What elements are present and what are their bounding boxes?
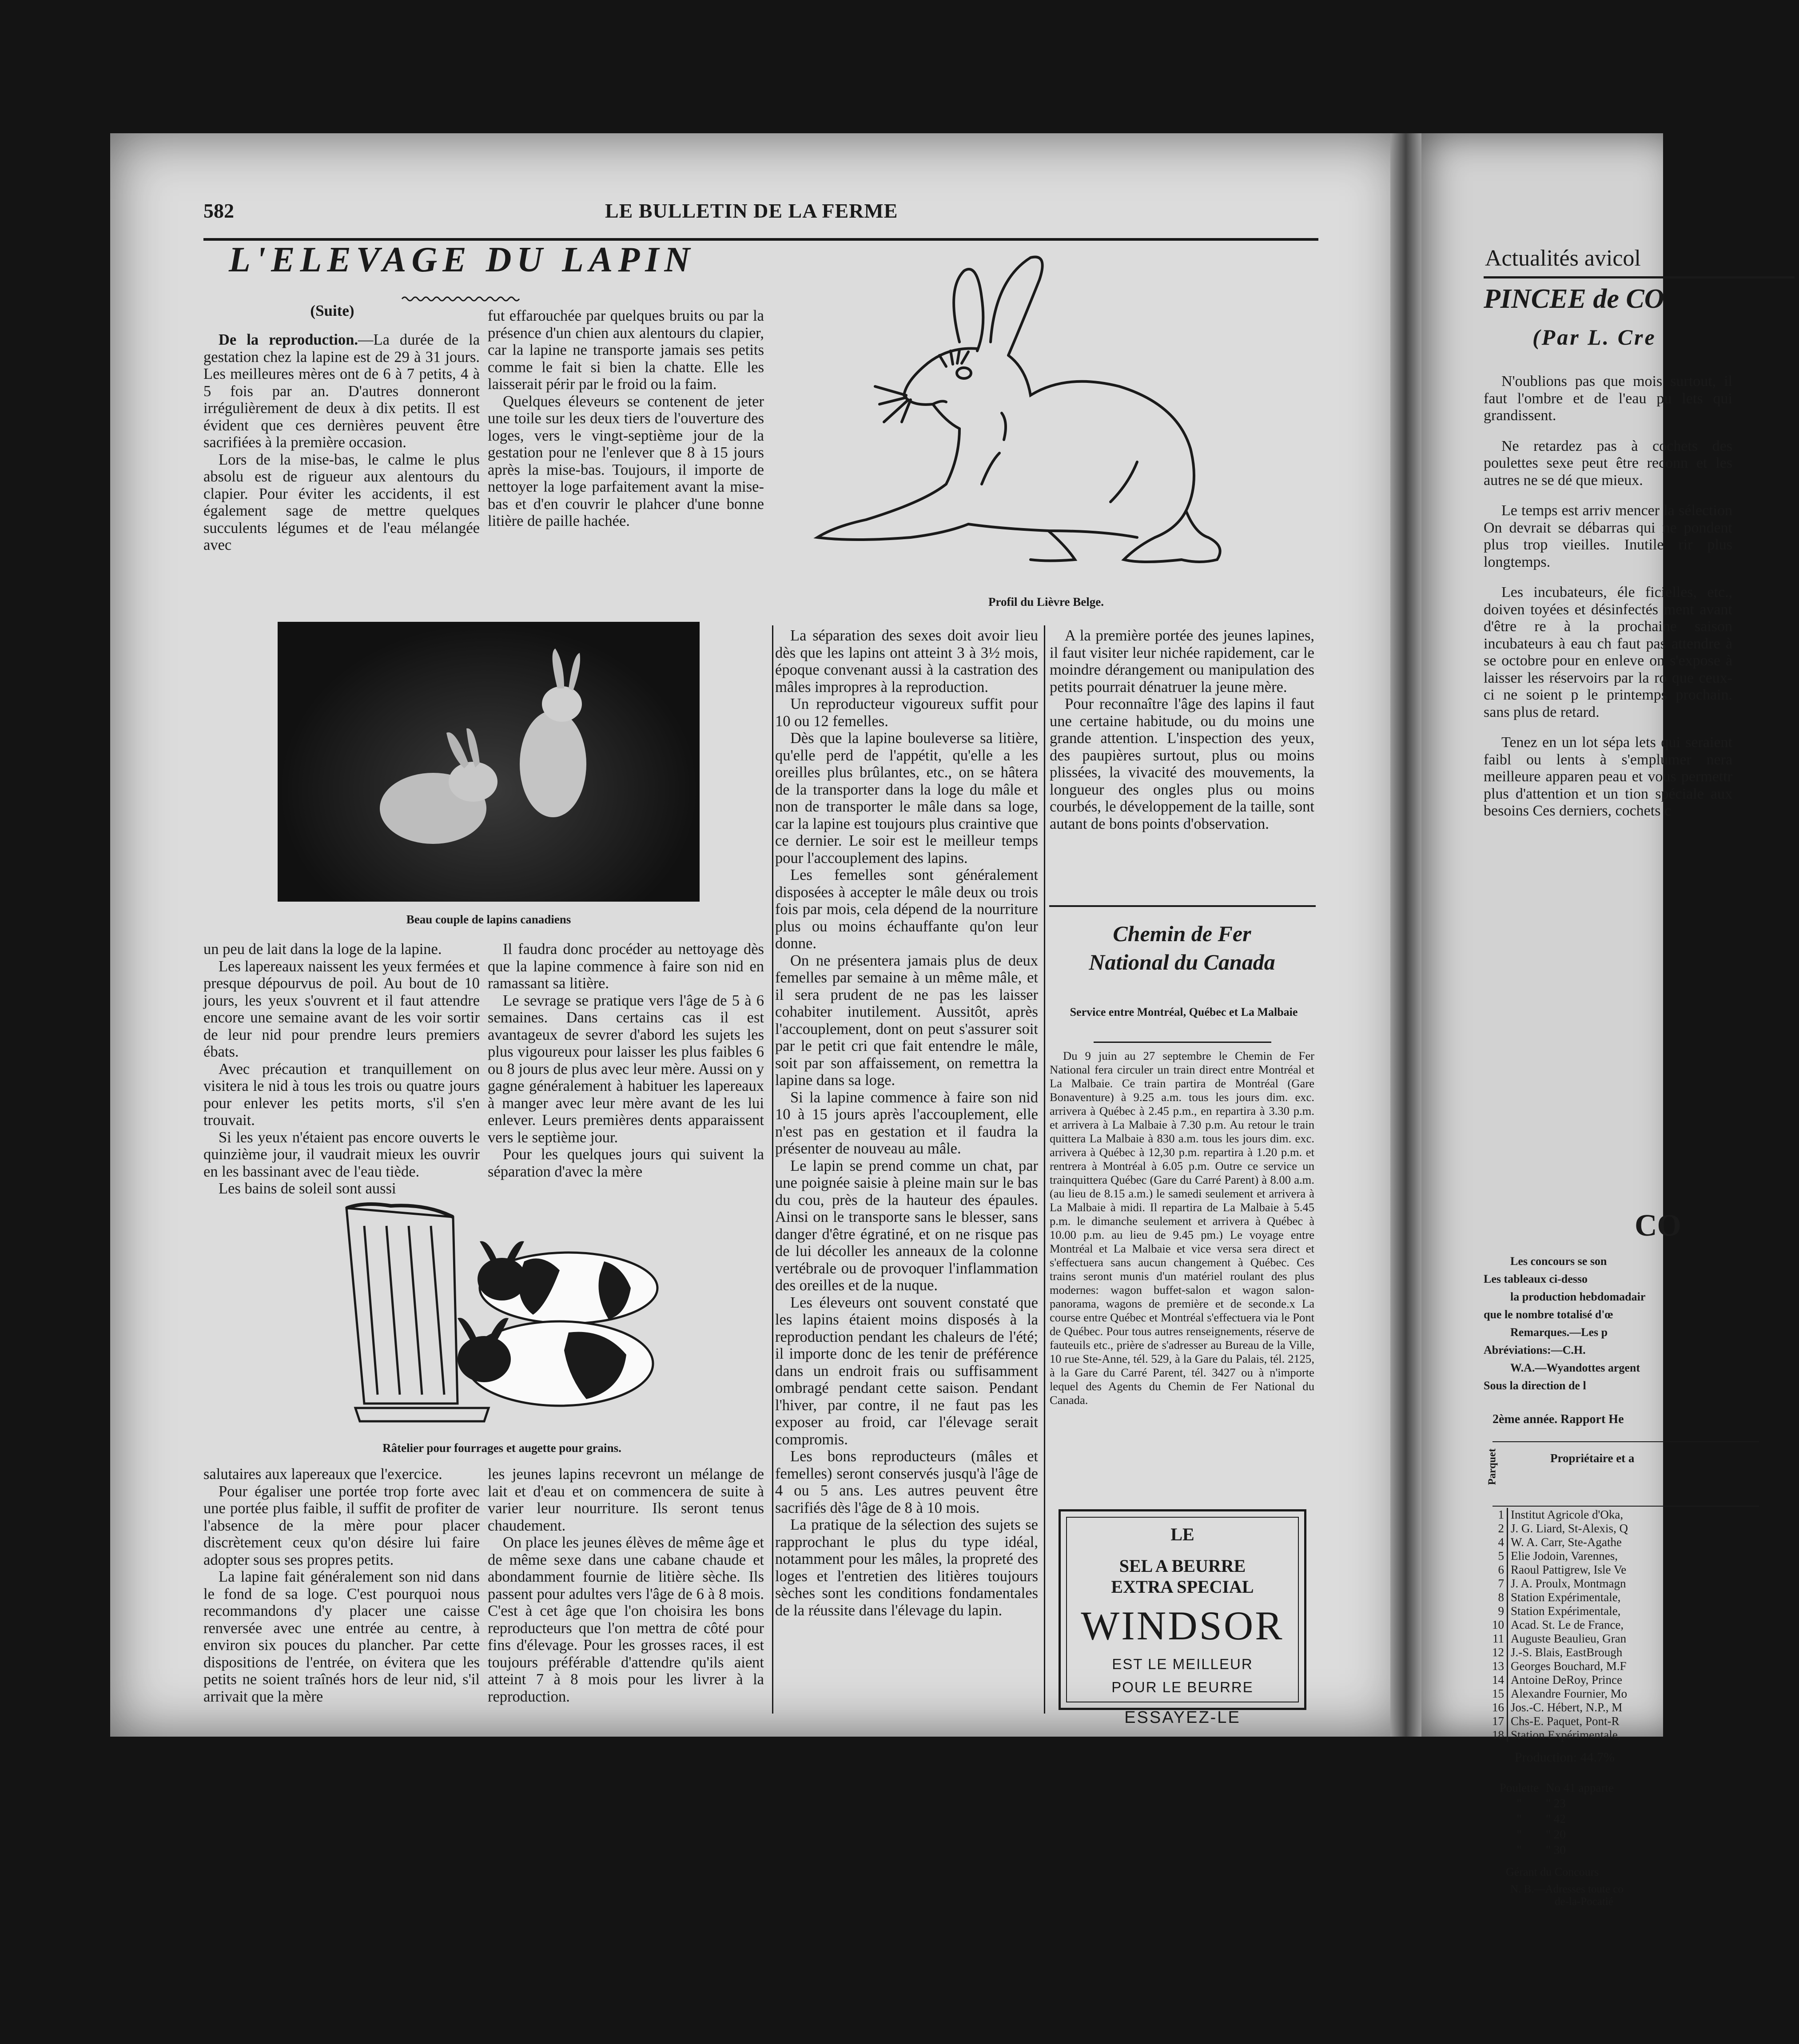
railway-ad-title [1050, 919, 1314, 976]
railway-ad-body: Du 9 juin au 27 septembre le Chemin de Fer National fera circuler un train direct entre Montréal et La Malbaie. Ce train partira de Montréal (Gare Bonaventure) à 9.25 a.m. tous les jours dim. exc. arrivera à Québec à 2.45 p.m., en repartira à 3.30 p.m. et arrivera à La Malbaie à 7.30 p.m. Au retour le train quittera La Malbaie à 830 a.m. tous les jours dim. exc. arrivera à Québec à 12,30 p.m. repartira à 1.20 p.m. et rentrera à Montréal à 6.05 p.m. Outre ce service un trainquittera Québec (Gare du Carré Parent) à 8.00 a.m. (au lieu de 8.15 a.m.) le samedi seulement et arrivera à La Malbaie à midi. Il repartira de La Malbaie à 5.45 p.m. le dimanche seulement et arrivera à Québec à 10.00 p.m. au lieu de 9.45 pm.) Le voyage entre Montréal et La Malbaie et vice versa sera direct et s'effectuera sans aucun changement à Québec. Ces trains seront munis d'un matériel roulant des plus modernes: wagon buffet-salon et wagon salon-panorama, wagons de première et de seconde.x La course entre Québec et Montréal s'effectuera via le Pont de Québec. Pour tous autres renseignements, réserve de fauteuils etc., prière de s'adresser au Bureau de la Ville, 10 rue Ste-Anne, tél. 529, à la Gare du Palais, tél. 2125, à la Gare du Carré Parent, tél. 3427 ou à n'importe lequel des Agents du Chemin de Fer National du Canada. [1050, 1049, 1314, 1407]
paragraph-text: Pour reconnaître l'âge des lapins il faut une certaine habitude, ou du moins une grande attention. L'inspection des yeux, des paupières surtout, plus ou moins plissées, la vivacité des mouvements, la longueur des ongles plus ou moins courbés, le développement de la taille, sont autant de bons points d'observation. [1050, 696, 1314, 832]
table-cell-pen: 11 [1493, 1632, 1504, 1645]
paragraph-text: Si les yeux n'étaient pas encore ouverts le quinzième jour, il vaudrait mieux les ouvrir en les bassinant avec de l'eau tiède. [203, 1129, 480, 1180]
table-cell-owner: Elie Jodoin, Varennes, [1508, 1549, 1631, 1563]
poulette-row [1493, 1842, 1652, 1858]
column-1-top [203, 331, 480, 554]
windsor-ad-line4: EST LE MEILLEUR [1112, 1656, 1253, 1672]
paragraph-text: La lapine fait généralement son nid dans le fond de sa loge. C'est pourquoi nous recommandons d'y placer une caisse renversée avec une entrée au centre, à environ six pouces du plancher. Par cette dispositions de l'entrée, on évitera que les petits ne soient traînés hors de leur nid, s'il arrivait que la mère [203, 1568, 480, 1705]
railway-ad-rule [1094, 1042, 1271, 1043]
table-row [1484, 1687, 1631, 1701]
poulette-cell: " [1516, 1828, 1522, 1841]
table-row [1484, 1563, 1631, 1577]
paragraph [203, 1466, 480, 1483]
paragraph-text: La pratique de la sélection des sujets se rapprochant le plus du type idéal, notamment pour les mâles, la propreté des loges et l'entretien des litières toujours sèches sont les conditions fondamentales de la réussite dans l'élevage du lapin. [775, 1516, 1038, 1619]
paragraph [775, 1157, 1038, 1294]
poulette-row [1493, 1796, 1652, 1811]
right-page-title: PINCEE de CO [1484, 284, 1664, 314]
table-cell-owner: J.-S. Blais, EastBrough [1508, 1646, 1631, 1659]
paragraph [203, 1061, 480, 1129]
contest-line: la production hebdomadair [1510, 1290, 1646, 1303]
table-cell-pen: 18 [1492, 1728, 1504, 1742]
table-cell-pen: 7 [1498, 1577, 1504, 1590]
contest-line: Abréviations:—C.H. [1484, 1344, 1586, 1356]
table-cell-owner: Jos.-C. Hébert, N.P., M [1508, 1701, 1631, 1714]
table-cell-pen: 16 [1492, 1701, 1504, 1714]
paragraph-text: Si la lapine commence à faire son nid 10 à 15 jours après l'accouplement, elle n'est pas en gestation et il faudra la présenter de nouveau au mâle. [775, 1089, 1038, 1157]
paragraph-text: Il faudra donc procéder au nettoyage dès que la lapine commence à faire son nid en ramassant sa litière. [488, 941, 764, 992]
column-4 [1050, 627, 1314, 832]
right-page-paragraph: Les incubateurs, éle ficielles, etc., doiven toyées et désinfectés ment avant d'être re à la prochaine saison incubateurs à eau ch faut pas attendre à se octobre pour en enleve on s'expose à laisser les réservoirs par la ro que ceux-ci ne soient p le printemps prochain. sans plus de retard. [1484, 584, 1732, 720]
paragraph-text: Pour les quelques jours qui suivent la séparation d'avec la mère [488, 1146, 764, 1180]
nb-line-2: de-la-Pocatié [1555, 1896, 1613, 1908]
right-page-header-rule [1484, 276, 1795, 278]
page-number: 582 [203, 199, 234, 222]
contest-line: Sous la direction de l [1484, 1379, 1586, 1392]
windsor-ad-line3: EXTRA SPECIAL [1111, 1577, 1254, 1597]
table-cell-pen: 17 [1492, 1714, 1504, 1728]
paragraph [775, 867, 1038, 952]
table-cell-owner: J. A. Proulx, Montmagn [1508, 1577, 1631, 1591]
poulette-cell: " 20 [1546, 1828, 1566, 1841]
paragraph-text: A la première portée des jeunes lapines, il faut visiter leur nichée rapidement, car le moindre dérangement ou manipulation des petits pourrait dénatruer la jeune mère. [1050, 627, 1314, 696]
table-row [1484, 1632, 1631, 1646]
table-row [1484, 1673, 1631, 1687]
table-cell-pen: 4 [1498, 1535, 1504, 1549]
contest-year-line: 2ème année. Rapport He [1493, 1412, 1624, 1426]
paragraph [775, 627, 1038, 696]
paragraph [488, 992, 764, 1146]
column-divider-1 [772, 625, 773, 1714]
paragraph-text: Le lapin se prend comme un chat, par une poignée saisie à pleine main sur le bas du cou, près de la hauteur des épaules. Ainsi on le transporte sans le blesser, sans danger d'être égratiné, et on ne risque pas de lui décoller les anneaux de la colonne vertébrale ou de provoquer l'inflammation des oreilles et de la nuque. [775, 1157, 1038, 1294]
table-header-pen: Parquet [1486, 1448, 1498, 1485]
column-2-bottom [488, 1466, 764, 1705]
table-header-owner: Propriétaire et a [1550, 1451, 1635, 1465]
table-row [1484, 1604, 1631, 1618]
table-row [1484, 1549, 1631, 1563]
paragraph [488, 393, 764, 530]
column-3 [775, 627, 1038, 1619]
table-cell-owner: Station Expérimentale, [1508, 1728, 1631, 1742]
railway-ad-title-line2: National du Canada [1089, 950, 1275, 974]
paragraph [203, 451, 480, 554]
paragraph-text: Quelques éleveurs se contenent de jeter une toile sur les deux tiers de l'ouverture des loges, vers le vingt-septième jour de la gestation pour ne l'enlever que 8 à 15 jours après la mise-bas. Toujours, il importe de nettoyer la loge parfaitement avant la mise-bas et d'en couvrir le plahcer d'une bonne litière de paille hachée. [488, 393, 764, 529]
table-header-rule [1493, 1506, 1759, 1507]
paragraph [775, 1448, 1038, 1516]
paragraph [488, 1146, 764, 1180]
table-row [1484, 1728, 1631, 1742]
publication-name: LE BULLETIN DE LA FERME [605, 199, 898, 222]
table-cell-owner: Station Expérimentale, [1508, 1604, 1631, 1618]
contest-line: Remarques.—Les p [1510, 1326, 1608, 1339]
table-cell-owner: J. G. Liard, St-Alexis, Q [1508, 1522, 1631, 1535]
table-cell-pen: 12 [1492, 1646, 1504, 1659]
table-row [1484, 1646, 1631, 1659]
paragraph [203, 1568, 480, 1705]
paragraph [203, 958, 480, 1061]
windsor-ad-line2: SEL A BEURRE [1119, 1556, 1246, 1576]
table-cell-owner: Station Expérimentale, [1508, 1591, 1631, 1604]
column-2-middle [488, 941, 764, 1180]
belgian-hare-illustration [800, 253, 1279, 595]
paragraph [203, 1483, 480, 1569]
right-page-paragraph: Le temps est arriv mencer la sélection On devrait se débarras qui ne pondent plus trop vieilles. Inutile rir plus longtemps. [1484, 502, 1732, 570]
paragraph-text: fut effarouchée par quelques bruits ou par la présence d'un chien aux alentours du clapier, car la lapine ne transporte jamais ses petits comme le fait si bien la chatte. Elle les laisserait périr par le froid ou la faim. [488, 307, 764, 393]
table-cell-owner: Alexandre Fournier, Mo [1508, 1687, 1631, 1701]
contest-intro [1484, 1253, 1795, 1395]
paragraph [203, 941, 480, 958]
poulette-cell: No 41 apparte [1546, 1781, 1614, 1794]
poulette-row [1493, 1827, 1652, 1842]
windsor-ad-brand: WINDSOR [1081, 1603, 1284, 1648]
poulette-row [1493, 1780, 1652, 1796]
hare-caption: Profil du Lièvre Belge. [988, 595, 1104, 608]
contest-line: W.A.—Wyandottes argent [1510, 1361, 1640, 1374]
facing-page-content [1417, 133, 1732, 1908]
manager-line: Gérant du Concours [1506, 1865, 1599, 1878]
poulette-cell: " 42 [1546, 1812, 1566, 1825]
contest-table [1484, 1508, 1631, 1742]
table-cell-owner: Chs-E. Paquet, Pont-R [1508, 1714, 1631, 1728]
right-page-paragraph: Tenez en un lot sépa lets qui seraient faibl ou lents à s'emplumer nera meilleure apparen peau et vous permettr plus d'attention et un tion spéciale aux besoins Ces derniers, cochets c [1484, 734, 1732, 819]
poulette-list [1493, 1780, 1652, 1858]
paragraph-text: Les bains de soleil sont aussi [219, 1180, 396, 1197]
table-cell-owner: Georges Bouchard, M.F [1508, 1659, 1631, 1673]
paragraph-text: On ne présentera jamais plus de deux femelles par semaine à un même mâle, et il sera prudent de ne pas les laisser cohabiter inutilement. Aussitôt, après l'accouplement, dont on peut s'assurer soit par le petit cri que fait entendre le mâle, soit par son affaissement, on remettra la lapine dans sa loge. [775, 952, 1038, 1089]
paragraph [775, 1516, 1038, 1619]
rabbit-photo [278, 622, 700, 902]
table-cell-pen: 10 [1492, 1618, 1504, 1631]
paragraph [488, 941, 764, 992]
production-line: Production: 44.7% [1515, 1750, 1615, 1765]
right-page-paragraphs [1484, 373, 1732, 833]
contest-line: que le nombre totalisé d'œ [1484, 1308, 1613, 1321]
railway-ad-subtitle: Service entre Montréal, Québec et La Malbaie [1070, 1006, 1298, 1018]
paragraph [775, 730, 1038, 867]
table-cell-pen: 13 [1492, 1659, 1504, 1673]
contest-line: Les tableaux ci-desso [1484, 1273, 1588, 1285]
table-cell-pen: 14 [1492, 1673, 1504, 1686]
paragraph-text: salutaires aux lapereaux que l'exercice. [203, 1466, 442, 1483]
article-subtitle: (Suite) [310, 302, 354, 319]
table-row [1484, 1591, 1631, 1604]
paragraph-text: —La durée de la gestation chez la lapine est de 29 à 31 jours. Les meilleures mères ont de 6 à 7 petits, 4 à 5 fois par an. D'autres donneront irrégulièrement de deux à dix petits. Il est évident que ces dernières peuvent être sacrifiées à la première occasion. [203, 331, 480, 451]
poulette-cell: Poulette [1499, 1781, 1539, 1794]
rabbit-photo-art [278, 622, 700, 902]
paragraph [203, 1129, 480, 1181]
title-ornament [402, 295, 522, 302]
paragraph-text: Les lapereaux naissent les yeux fermées et presque dépourvus de poil. Au bout de 10 jours, les yeux s'ouvrent et il faut attendre encore une semaine avant de les voir sortir de leur nid pour prendre leurs premiers ébats. [203, 958, 480, 1060]
poulette-cell: " 30 [1546, 1843, 1566, 1857]
poulette-row [1493, 1811, 1652, 1827]
table-row [1484, 1701, 1631, 1714]
table-cell-owner: Auguste Beaulieu, Gran [1508, 1632, 1631, 1646]
paragraph [1050, 696, 1314, 832]
paragraph [203, 331, 480, 451]
table-row [1484, 1508, 1631, 1522]
table-cell-owner: W. A. Carr, Ste-Agathe [1508, 1535, 1631, 1549]
table-cell-pen: 9 [1498, 1604, 1504, 1618]
right-page-header: Actualités avicol [1485, 246, 1641, 271]
paragraph-text: un peu de lait dans la loge de la lapine. [203, 941, 442, 958]
table-row [1484, 1577, 1631, 1591]
feed-rack-illustration [338, 1199, 706, 1435]
table-cell-pen: 2 [1498, 1522, 1504, 1535]
paragraph-text: On place les jeunes élèves de même âge et de même sexe dans une cabane chaude et abondamment fournie de litière sèche. Ils passent pour adultes vers l'âge de 6 à 8 mois. C'est à cet âge que l'on choisira les bons reproducteurs que l'on mettra de côté pour fins d'élevage. Pour les grosses races, il est toujours préférable d'attendre qu'ils aient atteint 7 à 8 mois pour les livrer à la reproduction. [488, 1534, 764, 1705]
poulette-cell: " [1516, 1797, 1522, 1810]
paragraph [488, 307, 764, 393]
contest-line: Les concours se son [1510, 1255, 1607, 1268]
paragraph-text: La séparation des sexes doit avoir lieu dès que les lapins ont atteint 3 à 3½ mois, époque convenant aussi à la castration des mâles impropres à la reproduction. [775, 627, 1038, 696]
column-1-middle [203, 941, 480, 1197]
paragraph-lead: De la reproduction. [219, 331, 358, 348]
column-1-bottom [203, 1466, 480, 1705]
windsor-salt-ad [1059, 1509, 1306, 1727]
paragraph-text: Les bons reproducteurs (mâles et femelles) seront conservés jusqu'à l'âge de 4 ou 5 ans. Les autres peuvent être sacrifiés dès l'âge de 8 à 10 mois. [775, 1448, 1038, 1516]
paragraph-text: Dès que la lapine bouleverse sa litière, qu'elle perd de l'appétit, qu'elle a les oreilles plus brûlantes, etc., on se hâtera de la transporter dans la loge du mâle et non de transporter le mâle dans sa loge, car la lapine est toujours plus craintive que ce dernier. Le soir est le meilleur temps pour l'accouplement des lapins. [775, 730, 1038, 867]
table-cell-pen: 6 [1498, 1563, 1504, 1576]
paragraph-text: Les éleveurs ont souvent constaté que les lapins étaient moins disposés à la reproduction pendant les chaleurs de l'été; il importe donc de les tenir de préférence dans un endroit frais ou suffisamment ombragé pendant cette saison. Pendant l'hiver, par contre, il ne faut pas les exposer au froid, car l'élevage serait compromis. [775, 1294, 1038, 1448]
table-row [1484, 1618, 1631, 1632]
article-title: L'ELEVAGE DU LAPIN [229, 240, 696, 279]
table-cell-pen: 15 [1492, 1687, 1504, 1700]
paragraph-text: Avec précaution et tranquillement on visitera le nid à tous les trois ou quatre jours pour enlever les petits morts, s'il s'en trouvait. [203, 1060, 480, 1129]
column-2-top [488, 307, 764, 530]
table-row [1484, 1659, 1631, 1673]
poulette-cell: " [1516, 1812, 1522, 1825]
right-page-paragraph: Ne retardez pas à cochets des poulettes sexe peut être reconn et les autres ne se dé que mieux. [1484, 437, 1732, 489]
column-divider-2 [1044, 625, 1045, 1714]
paragraph-text: Un reproducteur vigoureux suffit pour 10 ou 12 femelles. [775, 696, 1038, 730]
paragraph [488, 1466, 764, 1534]
right-page-paragraph: N'oublions pas que mois surtout, il faut l'ombre et de l'eau pu lets qui grandissent. [1484, 373, 1732, 424]
paragraph [488, 1534, 764, 1705]
table-row [1484, 1522, 1631, 1535]
contest-title: CO [1635, 1209, 1681, 1243]
rack-caption: Râtelier pour fourrages et augette pour grains. [382, 1441, 621, 1455]
column-4-rule [1049, 905, 1316, 907]
table-cell-owner: Acad. St. Le de France, [1508, 1618, 1631, 1632]
table-cell-owner: Raoul Pattigrew, Isle Ve [1508, 1563, 1631, 1577]
paragraph [775, 696, 1038, 730]
paragraph [775, 1294, 1038, 1448]
nb-line [1510, 1883, 1624, 1908]
table-cell-pen: 8 [1498, 1591, 1504, 1604]
poulette-cell: " 23 [1546, 1797, 1566, 1810]
table-cell-owner: Antoine DeRoy, Prince [1508, 1673, 1631, 1687]
paragraph [775, 952, 1038, 1089]
table-top-rule [1493, 1441, 1759, 1442]
table-cell-owner: Institut Agricole d'Oka, [1508, 1508, 1631, 1522]
right-page-byline: (Par L. Cre [1532, 325, 1656, 350]
nb-line-1: N. B.—Adresses toute co [1510, 1883, 1624, 1895]
windsor-ad-line5: POUR LE BEURRE [1111, 1679, 1254, 1695]
table-cell-pen: 5 [1498, 1549, 1504, 1563]
windsor-ad-line6: ESSAYEZ-LE [1124, 1708, 1241, 1727]
paragraph [775, 1089, 1038, 1157]
paragraph [1050, 627, 1314, 696]
paragraph-text: Le sevrage se pratique vers l'âge de 5 à 6 semaines. Dans certains cas il est avantageux de sevrer d'abord les sujets les plus vigoureux pour laisser les plus faibles 6 ou 8 jours de plus avec leur mère. Aussi on y gagne généralement à habituer les lapereaux à manger avec leur mère avant de les lui enlever. Leurs premières dents apparaissent vers le septième jour. [488, 992, 764, 1146]
paragraph-text: Lors de la mise-bas, le calme le plus absolu est de rigueur aux alentours du clapier. Pour éviter les accidents, il est également sage de mettre quelques succulents légumes et de l'eau mélangée avec [203, 451, 480, 553]
table-cell-pen: 1 [1498, 1508, 1504, 1521]
paragraph-text: Pour égaliser une portée trop forte avec une portée plus faible, il suffit de profiter de l'absence de la mère pour placer discrètement ceux qu'on désire lui faire adopter sous ses propres petits. [203, 1483, 480, 1568]
paragraph-text: Les femelles sont généralement disposées à accepter le mâle deux ou trois fois par mois, cela dépend de la nourriture plus ou moins échauffante qu'on leur donne. [775, 867, 1038, 952]
windsor-ad-line1: LE [1170, 1524, 1194, 1544]
photo-caption: Beau couple de lapins canadiens [406, 913, 571, 926]
railway-ad-title-line1: Chemin de Fer [1113, 921, 1251, 946]
poulette-cell: " [1516, 1843, 1522, 1857]
table-row [1484, 1535, 1631, 1549]
table-row [1484, 1714, 1631, 1728]
paragraph [203, 1180, 480, 1197]
paragraph-text: les jeunes lapins recevront un mélange de lait et d'eau et on commencera de suite à varier leur nourriture. Ils seront tenus chaudement. [488, 1466, 764, 1534]
